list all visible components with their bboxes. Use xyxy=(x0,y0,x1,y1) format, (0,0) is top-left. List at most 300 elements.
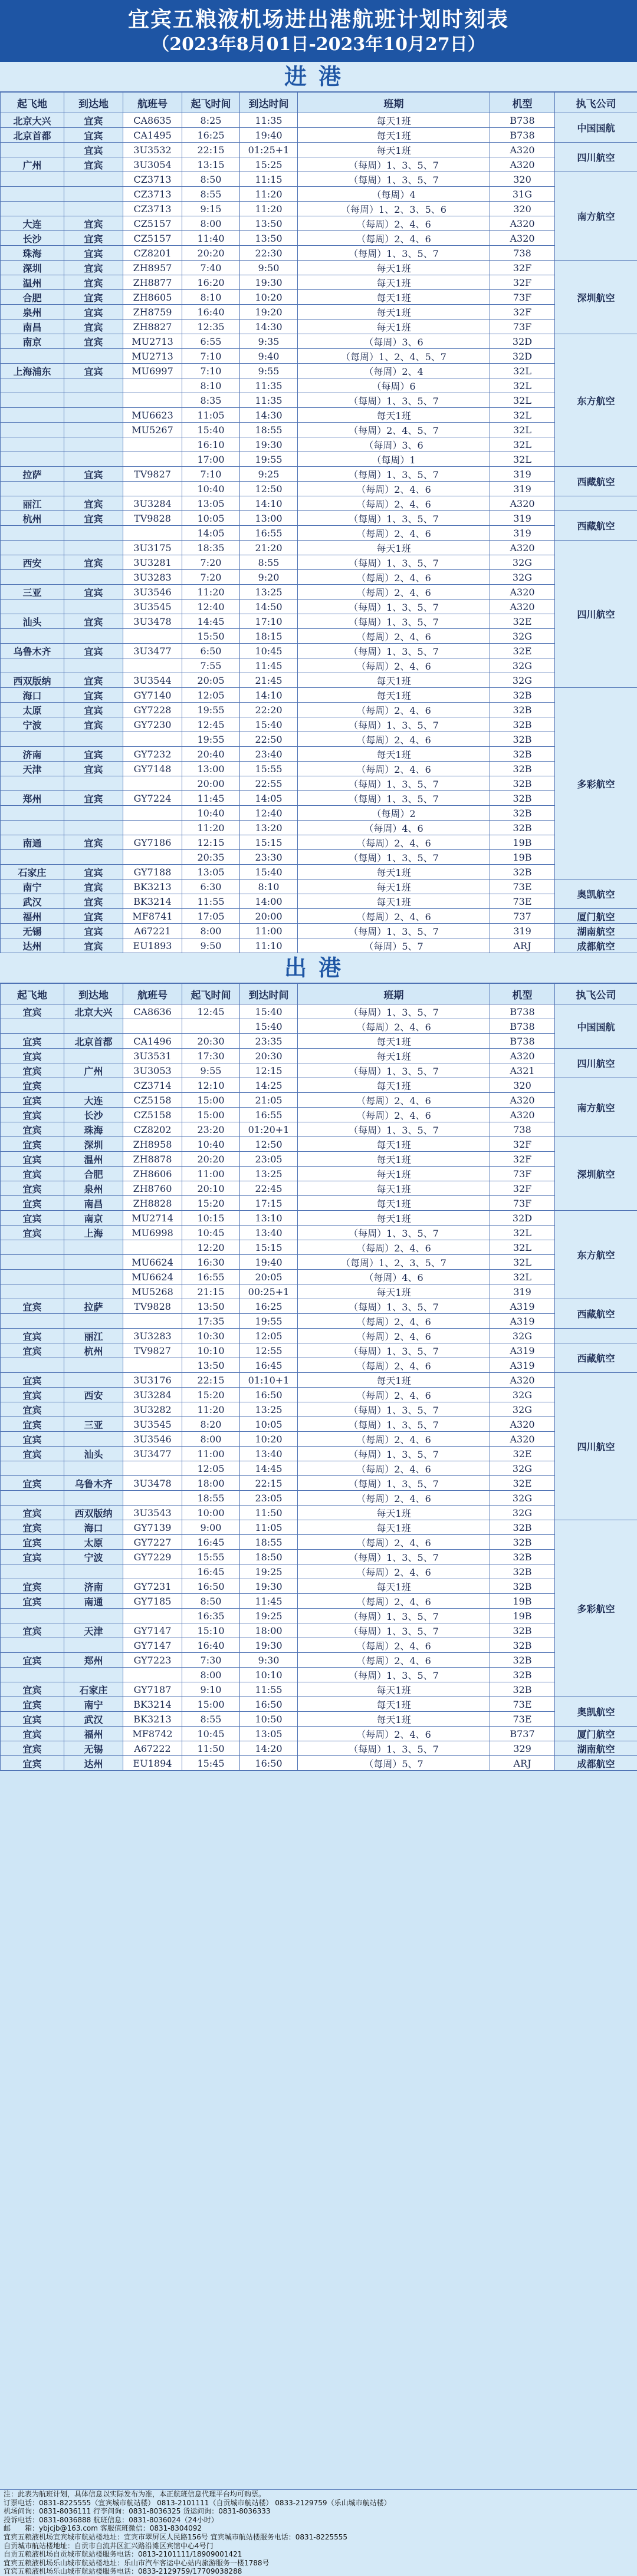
cell-origin: 宜宾 xyxy=(1,1432,64,1447)
header-origin: 起飞地 xyxy=(1,984,64,1004)
cell-departure-time: 15:55 xyxy=(182,1550,240,1564)
cell-aircraft-type: A320 xyxy=(490,1432,555,1447)
cell-aircraft-type: 32L xyxy=(490,378,555,393)
cell-arrival-time: 21:05 xyxy=(240,1093,298,1108)
cell-origin: 济南 xyxy=(1,747,64,762)
cell-origin: 拉萨 xyxy=(1,467,64,482)
cell-airline: 湖南航空 xyxy=(555,924,637,938)
cell-origin: 宜宾 xyxy=(1,1063,64,1078)
cell-departure-time: 13:05 xyxy=(182,865,240,879)
cell-destination: 福州 xyxy=(64,1727,123,1741)
cell-origin: 珠海 xyxy=(1,246,64,261)
cell-schedule: 每天1班 xyxy=(298,1167,490,1181)
cell-aircraft-type: 32F xyxy=(490,305,555,319)
cell-departure-time: 14:05 xyxy=(182,526,240,541)
cell-origin xyxy=(1,776,64,791)
cell-origin xyxy=(1,732,64,747)
cell-aircraft-type: 32B xyxy=(490,732,555,747)
cell-aircraft-type: A320 xyxy=(490,1108,555,1122)
flight-row xyxy=(1,1623,637,1638)
flight-row xyxy=(1,231,637,246)
cell-schedule: 每天1班 xyxy=(298,408,490,423)
cell-destination: 丽江 xyxy=(64,1329,123,1343)
cell-departure-time: 21:15 xyxy=(182,1284,240,1299)
cell-flight-number: ZH8957 xyxy=(123,261,182,275)
cell-destination xyxy=(64,1255,123,1270)
cell-schedule: 每天1班 xyxy=(298,673,490,688)
cell-origin: 宜宾 xyxy=(1,1712,64,1727)
cell-schedule: （每周）1、3、5、7 xyxy=(298,850,490,865)
flight-row xyxy=(1,1181,637,1196)
cell-destination: 宜宾 xyxy=(64,364,123,378)
cell-flight-number: 3U3283 xyxy=(123,1329,182,1343)
cell-departure-time: 11:20 xyxy=(182,585,240,599)
flight-row xyxy=(1,1167,637,1181)
cell-schedule: （每周）1、3、5、7 xyxy=(298,614,490,629)
cell-destination: 南通 xyxy=(64,1594,123,1609)
page-title: 宜宾五粮液机场进出港航班计划时刻表 xyxy=(0,6,637,33)
cell-schedule: （每周）1、3、5、7 xyxy=(298,1226,490,1240)
cell-destination xyxy=(64,1019,123,1034)
cell-aircraft-type: 737 xyxy=(490,909,555,924)
cell-arrival-time: 9:40 xyxy=(240,349,298,364)
cell-origin: 太原 xyxy=(1,703,64,717)
cell-origin: 宜宾 xyxy=(1,1122,64,1137)
cell-flight-number xyxy=(123,776,182,791)
cell-flight-number: MU6624 xyxy=(123,1255,182,1270)
flight-row xyxy=(1,879,637,894)
cell-flight-number: 3U3546 xyxy=(123,585,182,599)
cell-airline: 成都航空 xyxy=(555,938,637,953)
footer-notes xyxy=(0,2489,637,2561)
cell-departure-time: 15:00 xyxy=(182,1697,240,1712)
cell-destination xyxy=(64,526,123,541)
cell-aircraft-type: ARJ xyxy=(490,1756,555,1771)
cell-arrival-time: 13:25 xyxy=(240,585,298,599)
flight-row xyxy=(1,1343,637,1358)
cell-aircraft-type: 32B xyxy=(490,703,555,717)
flight-row xyxy=(1,511,637,526)
cell-aircraft-type: ARJ xyxy=(490,938,555,953)
cell-origin: 宜宾 xyxy=(1,1653,64,1668)
cell-schedule: （每周）4、6 xyxy=(298,821,490,835)
cell-departure-time: 8:50 xyxy=(182,172,240,187)
cell-arrival-time: 21:45 xyxy=(240,673,298,688)
cell-aircraft-type: 32B xyxy=(490,865,555,879)
cell-aircraft-type: 32E xyxy=(490,614,555,629)
cell-departure-time: 11:40 xyxy=(182,231,240,246)
cell-schedule: （每周）2、4、6 xyxy=(298,732,490,747)
cell-flight-number: MU5268 xyxy=(123,1284,182,1299)
flight-row xyxy=(1,364,637,378)
footer-line: 注：此表为航班计划，具体信息以实际发布为准，本正航班信息代理平台均可购票。 xyxy=(0,2490,637,2499)
cell-airline: 中国国航 xyxy=(555,113,637,143)
cell-aircraft-type: 32B xyxy=(490,1535,555,1550)
cell-destination: 宜宾 xyxy=(64,909,123,924)
cell-arrival-time: 12:50 xyxy=(240,482,298,496)
cell-departure-time: 17:00 xyxy=(182,452,240,467)
cell-flight-number: BK3214 xyxy=(123,1697,182,1712)
header-airline: 执飞公司 xyxy=(555,93,637,113)
cell-arrival-time: 19:25 xyxy=(240,1609,298,1623)
cell-schedule: （每周）2、4、6 xyxy=(298,1329,490,1343)
cell-flight-number: 3U3282 xyxy=(123,1402,182,1417)
cell-aircraft-type: 19B xyxy=(490,850,555,865)
flight-row xyxy=(1,246,637,261)
cell-departure-time: 15:40 xyxy=(182,423,240,437)
cell-aircraft-type: 32B xyxy=(490,1638,555,1653)
cell-aircraft-type: 320 xyxy=(490,1078,555,1093)
cell-destination xyxy=(64,1491,123,1506)
cell-arrival-time: 11:45 xyxy=(240,658,298,673)
cell-arrival-time: 8:55 xyxy=(240,555,298,570)
cell-aircraft-type: 32F xyxy=(490,275,555,290)
cell-arrival-time: 20:30 xyxy=(240,1049,298,1063)
cell-departure-time: 16:35 xyxy=(182,1609,240,1623)
cell-origin xyxy=(1,349,64,364)
cell-departure-time: 20:20 xyxy=(182,1152,240,1167)
cell-aircraft-type: 32B xyxy=(490,1564,555,1579)
cell-schedule: 每天1班 xyxy=(298,688,490,703)
cell-destination xyxy=(64,570,123,585)
cell-origin xyxy=(1,143,64,157)
cell-flight-number: MU6997 xyxy=(123,364,182,378)
cell-arrival-time: 18:55 xyxy=(240,1535,298,1550)
cell-flight-number: 3U3477 xyxy=(123,1447,182,1461)
cell-aircraft-type: 73E xyxy=(490,1697,555,1712)
cell-schedule: 每天1班 xyxy=(298,128,490,143)
cell-schedule: （每周）1、3、5、7 xyxy=(298,1063,490,1078)
cell-departure-time: 8:55 xyxy=(182,187,240,202)
flight-row xyxy=(1,1329,637,1343)
cell-departure-time: 8:00 xyxy=(182,216,240,231)
cell-departure-time: 16:50 xyxy=(182,1579,240,1594)
cell-departure-time: 19:55 xyxy=(182,703,240,717)
cell-arrival-time: 22:50 xyxy=(240,732,298,747)
cell-flight-number: EU1894 xyxy=(123,1756,182,1771)
cell-destination: 宜宾 xyxy=(64,157,123,172)
cell-origin xyxy=(1,1270,64,1284)
cell-aircraft-type: B738 xyxy=(490,1019,555,1034)
flight-row xyxy=(1,408,637,423)
cell-origin: 北京大兴 xyxy=(1,113,64,128)
flight-row xyxy=(1,1594,637,1609)
cell-origin: 宜宾 xyxy=(1,1196,64,1211)
cell-aircraft-type: 32B xyxy=(490,717,555,732)
cell-destination xyxy=(64,599,123,614)
cell-origin xyxy=(1,1564,64,1579)
flight-row xyxy=(1,629,637,644)
cell-departure-time: 15:20 xyxy=(182,1196,240,1211)
cell-arrival-time: 19:40 xyxy=(240,1255,298,1270)
cell-origin: 武汉 xyxy=(1,894,64,909)
cell-aircraft-type: 32D xyxy=(490,349,555,364)
cell-aircraft-type: 32B xyxy=(490,747,555,762)
cell-destination: 宜宾 xyxy=(64,305,123,319)
flight-row xyxy=(1,1122,637,1137)
cell-arrival-time: 10:20 xyxy=(240,290,298,305)
cell-aircraft-type: 32E xyxy=(490,1447,555,1461)
cell-origin: 宜宾 xyxy=(1,1727,64,1741)
cell-departure-time: 10:40 xyxy=(182,806,240,821)
cell-destination: 宜宾 xyxy=(64,865,123,879)
cell-departure-time: 10:05 xyxy=(182,511,240,526)
cell-schedule: （每周）2、4、6 xyxy=(298,482,490,496)
cell-departure-time: 15:00 xyxy=(182,1108,240,1122)
flight-row xyxy=(1,452,637,467)
cell-departure-time: 12:15 xyxy=(182,835,240,850)
cell-schedule: （每周）2、4、6 xyxy=(298,762,490,776)
cell-arrival-time: 19:55 xyxy=(240,452,298,467)
cell-airline xyxy=(555,1329,637,1343)
cell-aircraft-type: 32B xyxy=(490,1520,555,1535)
flight-row xyxy=(1,378,637,393)
cell-flight-number: 3U3545 xyxy=(123,1417,182,1432)
cell-schedule: 每天1班 xyxy=(298,290,490,305)
cell-origin: 宜宾 xyxy=(1,1226,64,1240)
cell-origin: 宁波 xyxy=(1,717,64,732)
cell-schedule: （每周）1 xyxy=(298,452,490,467)
cell-destination: 宜宾 xyxy=(64,319,123,334)
cell-departure-time: 12:40 xyxy=(182,599,240,614)
flight-row xyxy=(1,658,637,673)
cell-schedule: （每周）2、4、6 xyxy=(298,658,490,673)
flight-row xyxy=(1,1402,637,1417)
cell-departure-time: 20:05 xyxy=(182,673,240,688)
cell-aircraft-type: A320 xyxy=(490,1373,555,1388)
cell-departure-time: 10:15 xyxy=(182,1211,240,1226)
cell-origin xyxy=(1,850,64,865)
cell-origin xyxy=(1,1461,64,1476)
cell-flight-number: GY7139 xyxy=(123,1520,182,1535)
flight-row xyxy=(1,1682,637,1697)
cell-aircraft-type: 73F xyxy=(490,290,555,305)
cell-schedule: 每天1班 xyxy=(298,1181,490,1196)
header-destination: 到达地 xyxy=(64,93,123,113)
cell-arrival-time: 14:20 xyxy=(240,1741,298,1756)
cell-schedule: （每周）1、3、5、7 xyxy=(298,599,490,614)
cell-airline: 西藏航空 xyxy=(555,467,637,496)
cell-origin: 宜宾 xyxy=(1,1373,64,1388)
cell-origin: 宜宾 xyxy=(1,1034,64,1049)
footer-line: 机场问询：0831-8036111 行李问询：0831-8036325 货运问询：0831-8036333 xyxy=(0,2507,637,2516)
cell-aircraft-type: 319 xyxy=(490,526,555,541)
cell-aircraft-type: 32L xyxy=(490,393,555,408)
cell-flight-number: CZ5157 xyxy=(123,231,182,246)
cell-origin: 郑州 xyxy=(1,791,64,806)
flight-row xyxy=(1,526,637,541)
cell-destination: 宜宾 xyxy=(64,555,123,570)
cell-origin: 宜宾 xyxy=(1,1476,64,1491)
cell-arrival-time: 14:30 xyxy=(240,408,298,423)
cell-origin xyxy=(1,1314,64,1329)
cell-arrival-time: 19:30 xyxy=(240,1579,298,1594)
cell-schedule: （每周）1、3、5、7 xyxy=(298,1741,490,1756)
cell-schedule: （每周）2、4、6 xyxy=(298,1358,490,1373)
cell-origin: 宜宾 xyxy=(1,1682,64,1697)
cell-flight-number: 3U3175 xyxy=(123,541,182,555)
flight-row xyxy=(1,1609,637,1623)
flight-row xyxy=(1,1579,637,1594)
flight-row xyxy=(1,1019,637,1034)
cell-flight-number: MF8741 xyxy=(123,909,182,924)
flight-row xyxy=(1,319,637,334)
cell-schedule: 每天1班 xyxy=(298,319,490,334)
cell-aircraft-type: A321 xyxy=(490,1063,555,1078)
cell-destination: 宜宾 xyxy=(64,231,123,246)
cell-airline: 西藏航空 xyxy=(555,1343,637,1373)
flight-row xyxy=(1,688,637,703)
cell-schedule: （每周）2、4、6 xyxy=(298,835,490,850)
cell-origin: 宜宾 xyxy=(1,1594,64,1609)
cell-arrival-time: 22:20 xyxy=(240,703,298,717)
cell-origin: 杭州 xyxy=(1,511,64,526)
cell-destination: 宜宾 xyxy=(64,128,123,143)
cell-destination: 珠海 xyxy=(64,1122,123,1137)
flight-row xyxy=(1,1550,637,1564)
cell-airline: 奥凯航空 xyxy=(555,1697,637,1727)
cell-flight-number xyxy=(123,1491,182,1506)
cell-destination: 南宁 xyxy=(64,1697,123,1712)
flight-row xyxy=(1,393,637,408)
cell-aircraft-type: 32B xyxy=(490,776,555,791)
cell-aircraft-type: 319 xyxy=(490,467,555,482)
cell-airline: 南方航空 xyxy=(555,172,637,261)
cell-schedule: （每周）1、3、5、7 xyxy=(298,1550,490,1564)
header-flight-number: 航班号 xyxy=(123,93,182,113)
flight-row xyxy=(1,1756,637,1771)
cell-aircraft-type: 32G xyxy=(490,673,555,688)
cell-destination xyxy=(64,1314,123,1329)
cell-origin: 福州 xyxy=(1,909,64,924)
cell-schedule: 每天1班 xyxy=(298,143,490,157)
cell-departure-time: 7:20 xyxy=(182,570,240,585)
header-arrival-time: 到达时间 xyxy=(240,984,298,1004)
cell-origin: 宜宾 xyxy=(1,1211,64,1226)
cell-schedule: （每周）1、3、5、7 xyxy=(298,393,490,408)
cell-origin: 上海浦东 xyxy=(1,364,64,378)
departures-header-row xyxy=(1,984,637,1004)
cell-origin xyxy=(1,423,64,437)
cell-flight-number: TV9827 xyxy=(123,1343,182,1358)
cell-destination: 宜宾 xyxy=(64,216,123,231)
flight-row xyxy=(1,762,637,776)
cell-departure-time: 10:40 xyxy=(182,1137,240,1152)
cell-origin: 宜宾 xyxy=(1,1447,64,1461)
cell-schedule: （每周）2、4、6 xyxy=(298,1093,490,1108)
cell-schedule: （每周）2、4、5、7 xyxy=(298,423,490,437)
cell-origin: 宜宾 xyxy=(1,1550,64,1564)
cell-departure-time: 12:20 xyxy=(182,1240,240,1255)
cell-destination xyxy=(64,776,123,791)
cell-aircraft-type: A320 xyxy=(490,157,555,172)
cell-departure-time: 22:15 xyxy=(182,143,240,157)
cell-flight-number xyxy=(123,1668,182,1682)
cell-origin xyxy=(1,1284,64,1299)
cell-departure-time: 12:35 xyxy=(182,319,240,334)
footer-line: 自贡城市航站楼地址：自贡市自流井区汇兴路沿滩区宾馆中心4号门 xyxy=(0,2542,637,2551)
header-arrival-time: 到达时间 xyxy=(240,93,298,113)
cell-destination xyxy=(64,1609,123,1623)
cell-aircraft-type: B738 xyxy=(490,128,555,143)
cell-arrival-time: 23:05 xyxy=(240,1491,298,1506)
page-title-banner xyxy=(0,0,637,62)
cell-destination: 郑州 xyxy=(64,1653,123,1668)
cell-aircraft-type: 32F xyxy=(490,1181,555,1196)
flight-row xyxy=(1,776,637,791)
flight-row xyxy=(1,305,637,319)
cell-departure-time: 20:40 xyxy=(182,747,240,762)
cell-destination: 宜宾 xyxy=(64,938,123,953)
cell-departure-time: 11:20 xyxy=(182,1402,240,1417)
cell-arrival-time: 13:10 xyxy=(240,1211,298,1226)
cell-airline: 四川航空 xyxy=(555,143,637,172)
cell-origin xyxy=(1,526,64,541)
cell-schedule: （每周）2、4、6 xyxy=(298,1240,490,1255)
cell-flight-number: 3U3545 xyxy=(123,599,182,614)
cell-departure-time: 8:00 xyxy=(182,1432,240,1447)
header-aircraft-type: 机型 xyxy=(490,93,555,113)
cell-origin xyxy=(1,1491,64,1506)
cell-destination xyxy=(64,1668,123,1682)
flight-row xyxy=(1,1476,637,1491)
cell-origin xyxy=(1,393,64,408)
cell-destination xyxy=(64,658,123,673)
cell-arrival-time: 00:25+1 xyxy=(240,1284,298,1299)
cell-schedule: （每周）1、3、5、7 xyxy=(298,717,490,732)
cell-origin: 达州 xyxy=(1,938,64,953)
header-schedule: 班期 xyxy=(298,93,490,113)
cell-aircraft-type: 31G xyxy=(490,187,555,202)
cell-origin: 南通 xyxy=(1,835,64,850)
cell-departure-time: 9:15 xyxy=(182,202,240,216)
cell-destination: 宜宾 xyxy=(64,673,123,688)
flight-row xyxy=(1,1078,637,1093)
cell-arrival-time: 15:15 xyxy=(240,1240,298,1255)
cell-flight-number: CZ5157 xyxy=(123,216,182,231)
cell-origin: 宜宾 xyxy=(1,1402,64,1417)
cell-destination: 石家庄 xyxy=(64,1682,123,1697)
cell-flight-number: CZ3713 xyxy=(123,172,182,187)
cell-departure-time: 12:10 xyxy=(182,1078,240,1093)
cell-flight-number: CA8636 xyxy=(123,1004,182,1019)
cell-flight-number: TV9828 xyxy=(123,1299,182,1314)
cell-airline: 深圳航空 xyxy=(555,1137,637,1211)
flight-row xyxy=(1,732,637,747)
cell-departure-time: 7:10 xyxy=(182,467,240,482)
cell-arrival-time: 11:35 xyxy=(240,113,298,128)
header-departure-time: 起飞时间 xyxy=(182,984,240,1004)
cell-aircraft-type: 32G xyxy=(490,658,555,673)
cell-arrival-time: 16:50 xyxy=(240,1756,298,1771)
header-airline: 执飞公司 xyxy=(555,984,637,1004)
flight-row xyxy=(1,437,637,452)
cell-departure-time: 15:10 xyxy=(182,1623,240,1638)
cell-aircraft-type: A320 xyxy=(490,143,555,157)
cell-destination xyxy=(64,821,123,835)
cell-schedule: （每周）1、3、5、7 xyxy=(298,1476,490,1491)
cell-flight-number: MU2713 xyxy=(123,349,182,364)
cell-flight-number: CZ5158 xyxy=(123,1108,182,1122)
flight-row xyxy=(1,1255,637,1270)
cell-schedule: （每周）1、3、5、7 xyxy=(298,172,490,187)
cell-aircraft-type: 32L xyxy=(490,1226,555,1240)
cell-flight-number xyxy=(123,452,182,467)
cell-destination: 北京大兴 xyxy=(64,1004,123,1019)
cell-origin: 南昌 xyxy=(1,319,64,334)
flight-row xyxy=(1,1373,637,1388)
cell-origin: 宜宾 xyxy=(1,1299,64,1314)
